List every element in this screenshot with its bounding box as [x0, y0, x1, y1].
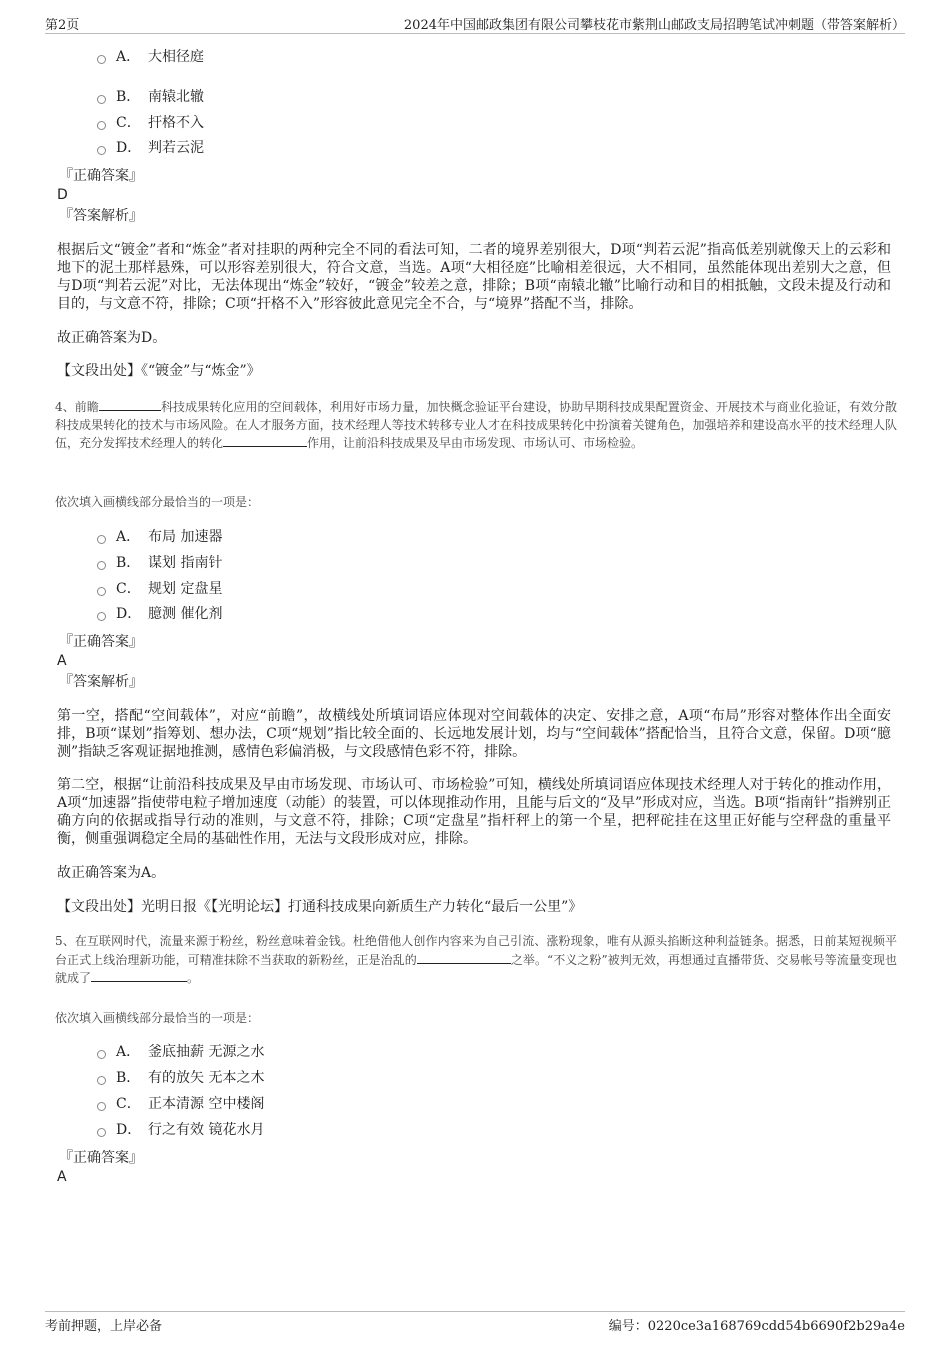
document-id: 编号：0220ce3a168769cdd54b6690f2b29a4e: [608, 1319, 905, 1334]
q3-answer-label: 『正确答案』: [59, 168, 143, 184]
q4-option-c[interactable]: [97, 579, 222, 599]
q3-option-b[interactable]: [97, 87, 204, 107]
option-letter: D．: [116, 1122, 142, 1138]
radio-icon[interactable]: [97, 561, 106, 570]
q5-option-a[interactable]: [97, 1042, 264, 1062]
header-divider: [45, 33, 905, 34]
footer-divider: [45, 1311, 905, 1312]
radio-icon[interactable]: [97, 121, 106, 130]
option-text: 规划 定盘星: [148, 581, 223, 597]
option-text: 正本清源 空中楼阁: [148, 1096, 265, 1112]
q4-option-a[interactable]: [97, 527, 222, 547]
option-letter: A．: [116, 529, 141, 545]
q5-stem-part: 之举。“不义之粉”被判无效，再想通过直播带货、交易帐号等流量变现也就成了: [55, 952, 897, 985]
option-letter: B．: [116, 555, 141, 571]
option-letter: C．: [116, 1096, 141, 1112]
radio-icon[interactable]: [97, 95, 106, 104]
q3-option-c[interactable]: [97, 113, 204, 133]
q5-blank-1: [417, 951, 511, 964]
radio-icon[interactable]: [97, 1128, 106, 1137]
option-text: 判若云泥: [148, 140, 204, 156]
q3-conclusion: 故正确答案为D。: [57, 330, 167, 346]
option-letter: D．: [116, 606, 142, 622]
option-letter: C．: [116, 115, 141, 131]
q3-option-d[interactable]: [97, 138, 204, 158]
q4-option-b[interactable]: [97, 553, 222, 573]
q4-conclusion: 故正确答案为A。: [57, 865, 166, 881]
q5-stem: [55, 933, 897, 988]
q5-option-c[interactable]: [97, 1094, 264, 1114]
q3-analysis-label: 『答案解析』: [59, 208, 143, 224]
option-letter: A．: [116, 49, 141, 65]
option-letter: B．: [116, 89, 141, 105]
radio-icon[interactable]: [97, 612, 106, 621]
option-text: 南辕北辙: [148, 89, 204, 105]
q5-answer-label: 『正确答案』: [59, 1150, 143, 1166]
q4-answer: A: [57, 653, 67, 669]
option-letter: A．: [116, 1044, 141, 1060]
q4-answer-label: 『正确答案』: [59, 634, 143, 650]
option-text: 行之有效 镜花水月: [148, 1122, 265, 1138]
q5-blank-2: [91, 969, 187, 982]
q4-stem: [55, 398, 897, 453]
q4-analysis-second: 第二空，根据“让前沿科技成果及早由市场发现、市场认可、市场检验”可知，横线处所填词语应体现技术经理人对于转化的推动作用，A项“加速器”指使带电粒子增加速度（动能）的装置，可以体现推动作用，且能与后文的“及早”形成对应，当选。B项“指南针”指辨别正确方向的依据或指导行动的准则，与文意不符，排除；C项“定盘星”指杆秤上的第一个星，把秤砣挂在这里正好能与空秤盘的重量平衡，侧重强调稳定全局的基础性作用，无法与文段形成对应，排除。: [57, 777, 891, 847]
q5-prompt: 依次填入画横线部分最恰当的一项是：: [55, 1011, 260, 1025]
q5-stem-part: 5、在互联网时代，流量来源于粉丝，粉丝意味着金钱。杜绝借他人创作内容来为自己引流、涨粉现象，唯有从源头掐断这种利益链条。据悉，日前某短视频平台正式上线治理新功能，可精准抹除不当获取的新粉丝，正是治乱的: [55, 934, 897, 967]
q5-option-d[interactable]: [97, 1120, 264, 1140]
option-text: 釜底抽薪 无源之水: [148, 1044, 265, 1060]
radio-icon[interactable]: [97, 587, 106, 596]
q4-analysis-label: 『答案解析』: [59, 674, 143, 690]
q4-source: 【文段出处】光明日报《【光明论坛】打通科技成果向新质生产力转化“最后一公里”》: [57, 899, 583, 915]
option-text: 布局 加速器: [148, 529, 223, 545]
q5-option-b[interactable]: [97, 1068, 264, 1088]
radio-icon[interactable]: [97, 1076, 106, 1085]
q4-blank-1: [99, 398, 161, 411]
radio-icon[interactable]: [97, 1050, 106, 1059]
q4-stem-part: 4、前瞻: [55, 400, 99, 414]
q4-prompt: 依次填入画横线部分最恰当的一项是：: [55, 495, 260, 509]
q4-stem-part: 作用，让前沿科技成果及早由市场发现、市场认可、市场检验。: [307, 436, 644, 450]
q4-option-d[interactable]: [97, 604, 222, 624]
option-text: 谋划 指南针: [148, 555, 223, 571]
radio-icon[interactable]: [97, 535, 106, 544]
option-text: 臆测 催化剂: [148, 606, 223, 622]
radio-icon[interactable]: [97, 146, 106, 155]
q5-answer: A: [57, 1169, 67, 1185]
option-text: 有的放矢 无本之木: [148, 1070, 265, 1086]
q3-option-a[interactable]: [97, 47, 204, 67]
radio-icon[interactable]: [97, 55, 106, 64]
q4-analysis-first: 第一空，搭配“空间载体”，对应“前瞻”，故横线处所填词语应体现对空间载体的决定、安排之意，A项“布局”形容对整体作出全面安排，B项“谋划”指筹划、想办法，C项“规划”指比较全面的、长远地发展计划，均与“空间载体”搭配恰当，且符合文意，保留。D项“臆测”指缺乏客观证据地推测，感情色彩偏消极，与文段感情色彩不符，排除。: [57, 708, 891, 760]
option-letter: C．: [116, 581, 141, 597]
q3-analysis: 根据后文“镀金”者和“炼金”者对挂职的两种完全不同的看法可知，二者的境界差别很大，D项“判若云泥”指高低差别就像天上的云彩和地下的泥土那样悬殊，可以形容差别很大，符合文意，当选。A项“大相径庭”比喻相差很远，大不相同，虽然能体现出差别大之意，但与D项“判若云泥”对比，无法体现出“炼金”较好，“镀金”较差之意，排除；B项“南辕北辙”比喻行动和目的相抵触，文段未提及行动和目的，与文意不符，排除；C项“扞格不入”形容彼此意见完全不合，与“境界”搭配不当，排除。: [57, 242, 891, 312]
q4-blank-2: [223, 434, 307, 447]
q4-stem-part: 科技成果转化应用的空间载体，利用好市场力量，加快概念验证平台建设，协助早期科技成果配置资金、开展技术与商业化验证，有效分散科技成果转化的技术与市场风险。在人才服务方面，技术经理人等技术转移专业人才在科技成果转化中扮演着关键角色，加强培养和建设高水平的技术经理人队伍，充分发挥技术经理人的转化: [55, 400, 897, 450]
q3-source: 【文段出处】《“镀金”与“炼金”》: [57, 363, 261, 379]
option-letter: B．: [116, 1070, 141, 1086]
document-title: 2024年中国邮政集团有限公司攀枝花市紫荆山邮政支局招聘笔试冲刺题（带答案解析）: [403, 18, 905, 33]
footer-slogan: 考前押题，上岸必备: [45, 1319, 163, 1334]
page-number: 第2页: [45, 18, 80, 33]
radio-icon[interactable]: [97, 1102, 106, 1111]
option-letter: D．: [116, 140, 142, 156]
q5-stem-part: 。: [187, 971, 200, 985]
q3-answer: D: [57, 187, 68, 203]
option-text: 扞格不入: [148, 115, 204, 131]
option-text: 大相径庭: [148, 49, 204, 65]
